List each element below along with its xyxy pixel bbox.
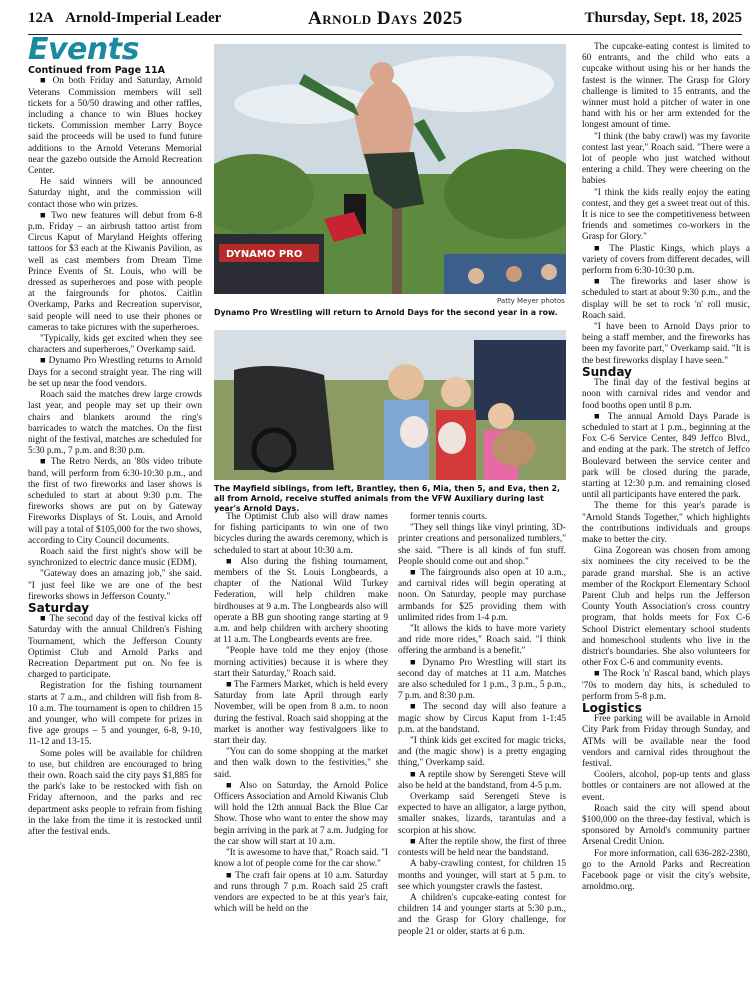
paragraph: ■ On both Friday and Saturday, Arnold Veterans Commission members will sell tickets for a 50/50 drawing and other raffles, including a chance to win Blues hockey tickets. Commission member Larry Boyce said the proceeds will be used to fund future additions to the Arnold Veterans Memorial near the gazebo outside the Arnold Recreation Center.	[28, 76, 202, 177]
paragraph: Coolers, alcohol, pop-up tents and glass bottles or containers are not allowed at the event.	[582, 770, 750, 803]
paragraph: ■ The Plastic Kings, which plays a variety of covers from different decades, will perform from 6:30-10:30 p.m.	[582, 243, 750, 277]
paper-name: Arnold-Imperial Leader	[65, 10, 222, 26]
col1b-body	[28, 614, 202, 838]
photo-credit: Patty Meyer photos	[497, 297, 565, 305]
paragraph: "They sell things like vinyl printing, 3D-printer creations and personalized tumblers," she said. "There is all kinds of fun stuff. People should come out and shop."	[398, 523, 566, 567]
paragraph: ■ After the reptile show, the first of three contests will be held near the bandstand.	[398, 836, 566, 859]
paragraph: A children's cupcake-eating contest for children 14 and younger starts at 5:30 p.m., and the Grasp for Glory challenge, for people 21 or older, starts at 6 p.m.	[398, 892, 566, 937]
paragraph: ■ A reptile show by Serengeti Steve will also be held at the bandstand, from 4-5 p.m.	[398, 769, 566, 791]
paragraph: ■ The fairgrounds also open at 10 a.m., and carnival rides will begin operating at noon. On Saturday, people may purchase armbands for $25 providing them with unlimited rides from 1-4 p.m.	[398, 568, 566, 623]
paragraph: ■ Dynamo Pro Wrestling returns to Arnold Days for a second straight year. The ring will be set up near the food vendors.	[28, 356, 202, 389]
paragraph: "I think kids get excited for magic tricks, and (the magic show) is a pretty engaging thing," Overkamp said.	[398, 736, 566, 769]
paragraph: A baby-crawling contest, for children 15 months and younger, will start at 5 p.m. to see which youngster crawls the fastest.	[398, 859, 566, 892]
paragraph: The theme for this year's parade is "Arnold Stands Together," which highlights the contributions individuals and groups make to better the city.	[582, 501, 750, 545]
col2-body	[214, 512, 388, 915]
paragraph: "It allows the kids to have more variety and ride more rides," Roach said. "I think offering the armband is a benefit."	[398, 624, 566, 657]
paragraph: ■ The annual Arnold Days Parade is scheduled to start at 1 p.m., beginning at the Fox C-6 Service Center, 849 Jeffco Blvd., and ending at the park. The stretch of Jeffco Boulevard between the service center and park will be closed during the parade, starting at 12:30 p.m. and remaining closed until all participants have entered the park.	[582, 411, 750, 501]
paragraph: Roach said the matches drew large crowds last year, and people may set up their own chairs and blankets around the ring's barricades to watch the matches. On the first night of the festival, matches are scheduled for 5:30 p.m., 7 p.m. and 8:30 p.m.	[28, 390, 202, 457]
paragraph: former tennis courts.	[410, 512, 488, 522]
paragraph: The Optimist Club also will draw names for fishing participants to win one of two bicycles during the awards ceremony, which is scheduled to start at about 10:30 a.m.	[214, 512, 388, 556]
ring-banner-text: DYNAMO PRO	[226, 249, 303, 260]
paragraph: He said winners will be announced Saturday night, and the commission will contact those who win prizes.	[28, 177, 202, 210]
paragraph: ■ The fireworks and laser show is scheduled to start at about 9:30 p.m., and the display will be set to rock 'n' roll music, Roach said.	[582, 277, 750, 321]
siblings-photo-illustration	[214, 330, 566, 480]
issue-date: Thursday, Sept. 18, 2025	[584, 10, 742, 26]
paragraph: ■ The second day will also feature a magic show by Circus Kaput from 1-1:45 p.m. at the bandstand.	[398, 702, 566, 735]
paragraph: The cupcake-eating contest is limited to 60 entrants, and the child who eats a cupcake without using his or her hands the fastest is the winner. The Grasp for Glory challenge is limited to 15 entrants, and the winner must hold a pitcher of water in one hand with his or her arm extended for the longest amount of time.	[582, 42, 750, 131]
paragraph: ■ Dynamo Pro Wrestling will start its second day of matches at 11 a.m. Matches are also scheduled for 1 p.m., 3 p.m., 5 p.m., 7 p.m. and 8:30 p.m.	[398, 657, 566, 702]
sunday-heading: Sunday	[582, 364, 632, 379]
paragraph: ■ The Rock 'n' Rascal band, which plays '70s to modern day hits, is scheduled to perform from 5-8 p.m.	[582, 669, 750, 702]
paragraph: "It is awesome to have that," Roach said. "I know a lot of people come for the car show."	[214, 848, 388, 870]
photo2-caption: The Mayfield siblings, from left, Brantley, then 6, Mia, then 5, and Eva, then 2, all from Arnold, receive stuffed animals from the VFW Auxiliary during last year's Arnold Days.	[214, 484, 560, 513]
paragraph: Overkamp said Serengeti Steve is expected to have an alligator, a large python, smaller snakes, lizards, tarantulas and a scorpion at his show.	[398, 792, 566, 836]
column-3	[398, 512, 566, 938]
paragraph: ■ Two new features will debut from 6-8 p.m. Friday – an airbrush tattoo artist from Circus Kaput of Maryland Heights offering tattoos for $3 each at the Kiwanis Pavilion, as well as cast members from Dream Time Prince Events of St. Louis, who will be dressed as superheroes and pose with people at the fairgrounds for photos. Caitlin Overkamp, Parks and Recreation supervisor, said people will need to use their phones or cameras to take pictures with the superheroes.	[28, 210, 202, 333]
wrestling-photo	[214, 44, 566, 294]
col1-body	[28, 76, 202, 603]
col3-body	[398, 512, 566, 938]
paragraph: ■ The second day of the festival kicks off Saturday with the annual Children's Fishing Tournament, which the Jefferson County Optimist Club and Arnold Parks and Recreation Department put on. No fee is charged to participate.	[28, 614, 202, 681]
col4b-body	[582, 378, 750, 703]
continued-line: Continued from Page 11A	[28, 65, 165, 77]
section-title: Arnold Days 2025	[308, 8, 463, 29]
paragraph: ■ Also on Saturday, the Arnold Police Officers Association and Arnold Kiwanis Club will hold the 12th annual Back the Blue Car Show. Those who want to enter the show may begin arriving in the park at 7 a.m. Judging for the car show will start at 10 a.m.	[214, 780, 388, 847]
page-number: 12A	[28, 10, 54, 26]
paragraph: Roach said the first night's show will be synchronized to electric dance music (EDM).	[28, 546, 202, 569]
paragraph: For more information, call 636-282-2380, go to the Arnold Parks and Recreation Facebook page or visit the city's website, arnoldmo.org.	[582, 848, 750, 893]
paragraph: Registration for the fishing tournament starts at 7 a.m., and children will fish from 8-10 a.m. The tournament is open to children 15 and younger, who will compete for prizes in five age groups – 5 and younger, 6-8, 9-10, 11-12 and 13-15.	[28, 681, 202, 748]
paragraph: "People have told me they enjoy (those morning activities) because it is where they start their Saturday," Roach said.	[214, 646, 388, 679]
saturday-heading: Saturday	[28, 600, 90, 615]
paragraph: Free parking will be available in Arnold City Park from Friday through Sunday, and ATMs will be available near the food vendors and carnival rides throughout the festival.	[582, 714, 750, 769]
events-heading: Events	[28, 32, 139, 67]
photo1-caption: Dynamo Pro Wrestling will return to Arnold Days for the second year in a row.	[214, 308, 558, 317]
paragraph: "You can do some shopping at the market and then walk down to the festivities," she said.	[214, 747, 388, 780]
paragraph: ■ The craft fair opens at 10 a.m. Saturday and runs through 7 p.m. Roach said 25 craft vendors are expected to be at this year's fair, which will be held on the	[214, 870, 388, 915]
paragraph: ■ Also during the fishing tournament, members of the St. Louis Longbeards, a chapter of the National Wild Turkey Federation, will help children make birdhouses at 9 a.m. The Longbeards also will operate a BB gun shooting range starting at 9 a.m. and help children with archery shooting at 11 a.m. The Longbeards events are free.	[214, 556, 388, 646]
siblings-photo	[214, 330, 566, 480]
paragraph: ■ The Farmers Market, which is held every Saturday from late April through early November, will be open from 8 a.m. to noon during the festival. Roach said shopping at the market is another way festivalgoers like to start their day.	[214, 680, 388, 747]
paragraph: "Gateway does an amazing job," she said. "I just feel like we are one of the best fireworks shows in Jefferson County."	[28, 569, 202, 602]
paragraph: Gina Zogorean was chosen from among six nominees the city received to be the parade grand marshal. She is an active member of the Rockport Elementary School Parent Club and helps run the Jefferson County Youth Association's cross country program, that holds meets for Fox C-6 School District elementary school students and homeschool students who live in the district's boundaries. She also volunteers for other Fox C-6 and community events.	[582, 546, 750, 669]
logistics-heading: Logistics	[582, 700, 642, 715]
paragraph: ■ The Retro Nerds, an '80s video tribute band, will perform from 6:30-10:30 p.m., and the first of two fireworks and laser shows is scheduled to start at about 9:30 p.m. The fireworks shows are put on by Gateway Fireworks Displays of St. Louis, and Arnold will pay a total of $105,000 for the two shows, according to City Council documents.	[28, 457, 202, 546]
paragraph: The final day of the festival begins at noon with carnival rides and vendor and food booths open until 8 p.m.	[582, 378, 750, 411]
paragraph: "I think (the baby crawl) was my favorite contest last year," Roach said. "There were a lot of people who just watched without entering a child. They were cheering on the babies	[582, 131, 750, 187]
column-4	[582, 42, 750, 893]
paragraph: Some poles will be available for children to use, but children are encouraged to bring their own. Roach said the city pays $1,885 for the park's lake to be restocked with fish on Friday afternoon, and the parks and rec department asks people to refrain from fishing in the lake from the time it is restocked until after the festival ends.	[28, 748, 202, 838]
column-2	[214, 512, 388, 915]
wrestling-photo-illustration	[214, 44, 566, 294]
page-number-and-paper	[28, 10, 221, 27]
col4c-body	[582, 714, 750, 893]
page-header	[28, 8, 742, 34]
paragraph: "I think the kids really enjoy the eating contest, and they get a sweet treat out of this. It is nice to see the competitiveness between friends and sometimes co-workers in the Grasp for Glory."	[582, 187, 750, 243]
paragraph: "Typically, kids get excited when they see characters and superheroes," Overkamp said.	[28, 334, 202, 356]
col4-body	[582, 42, 750, 367]
paragraph: "I have been to Arnold Days prior to being a staff member, and the fireworks has been my favorite part," Overkamp said. "It is the best fireworks display I have seen."	[582, 322, 750, 366]
paragraph: Roach said the city will spend about $100,000 on the three-day festival, which is sponsored by Arnold's community partner Arsenal Credit Union.	[582, 803, 750, 848]
column-1	[28, 32, 202, 838]
